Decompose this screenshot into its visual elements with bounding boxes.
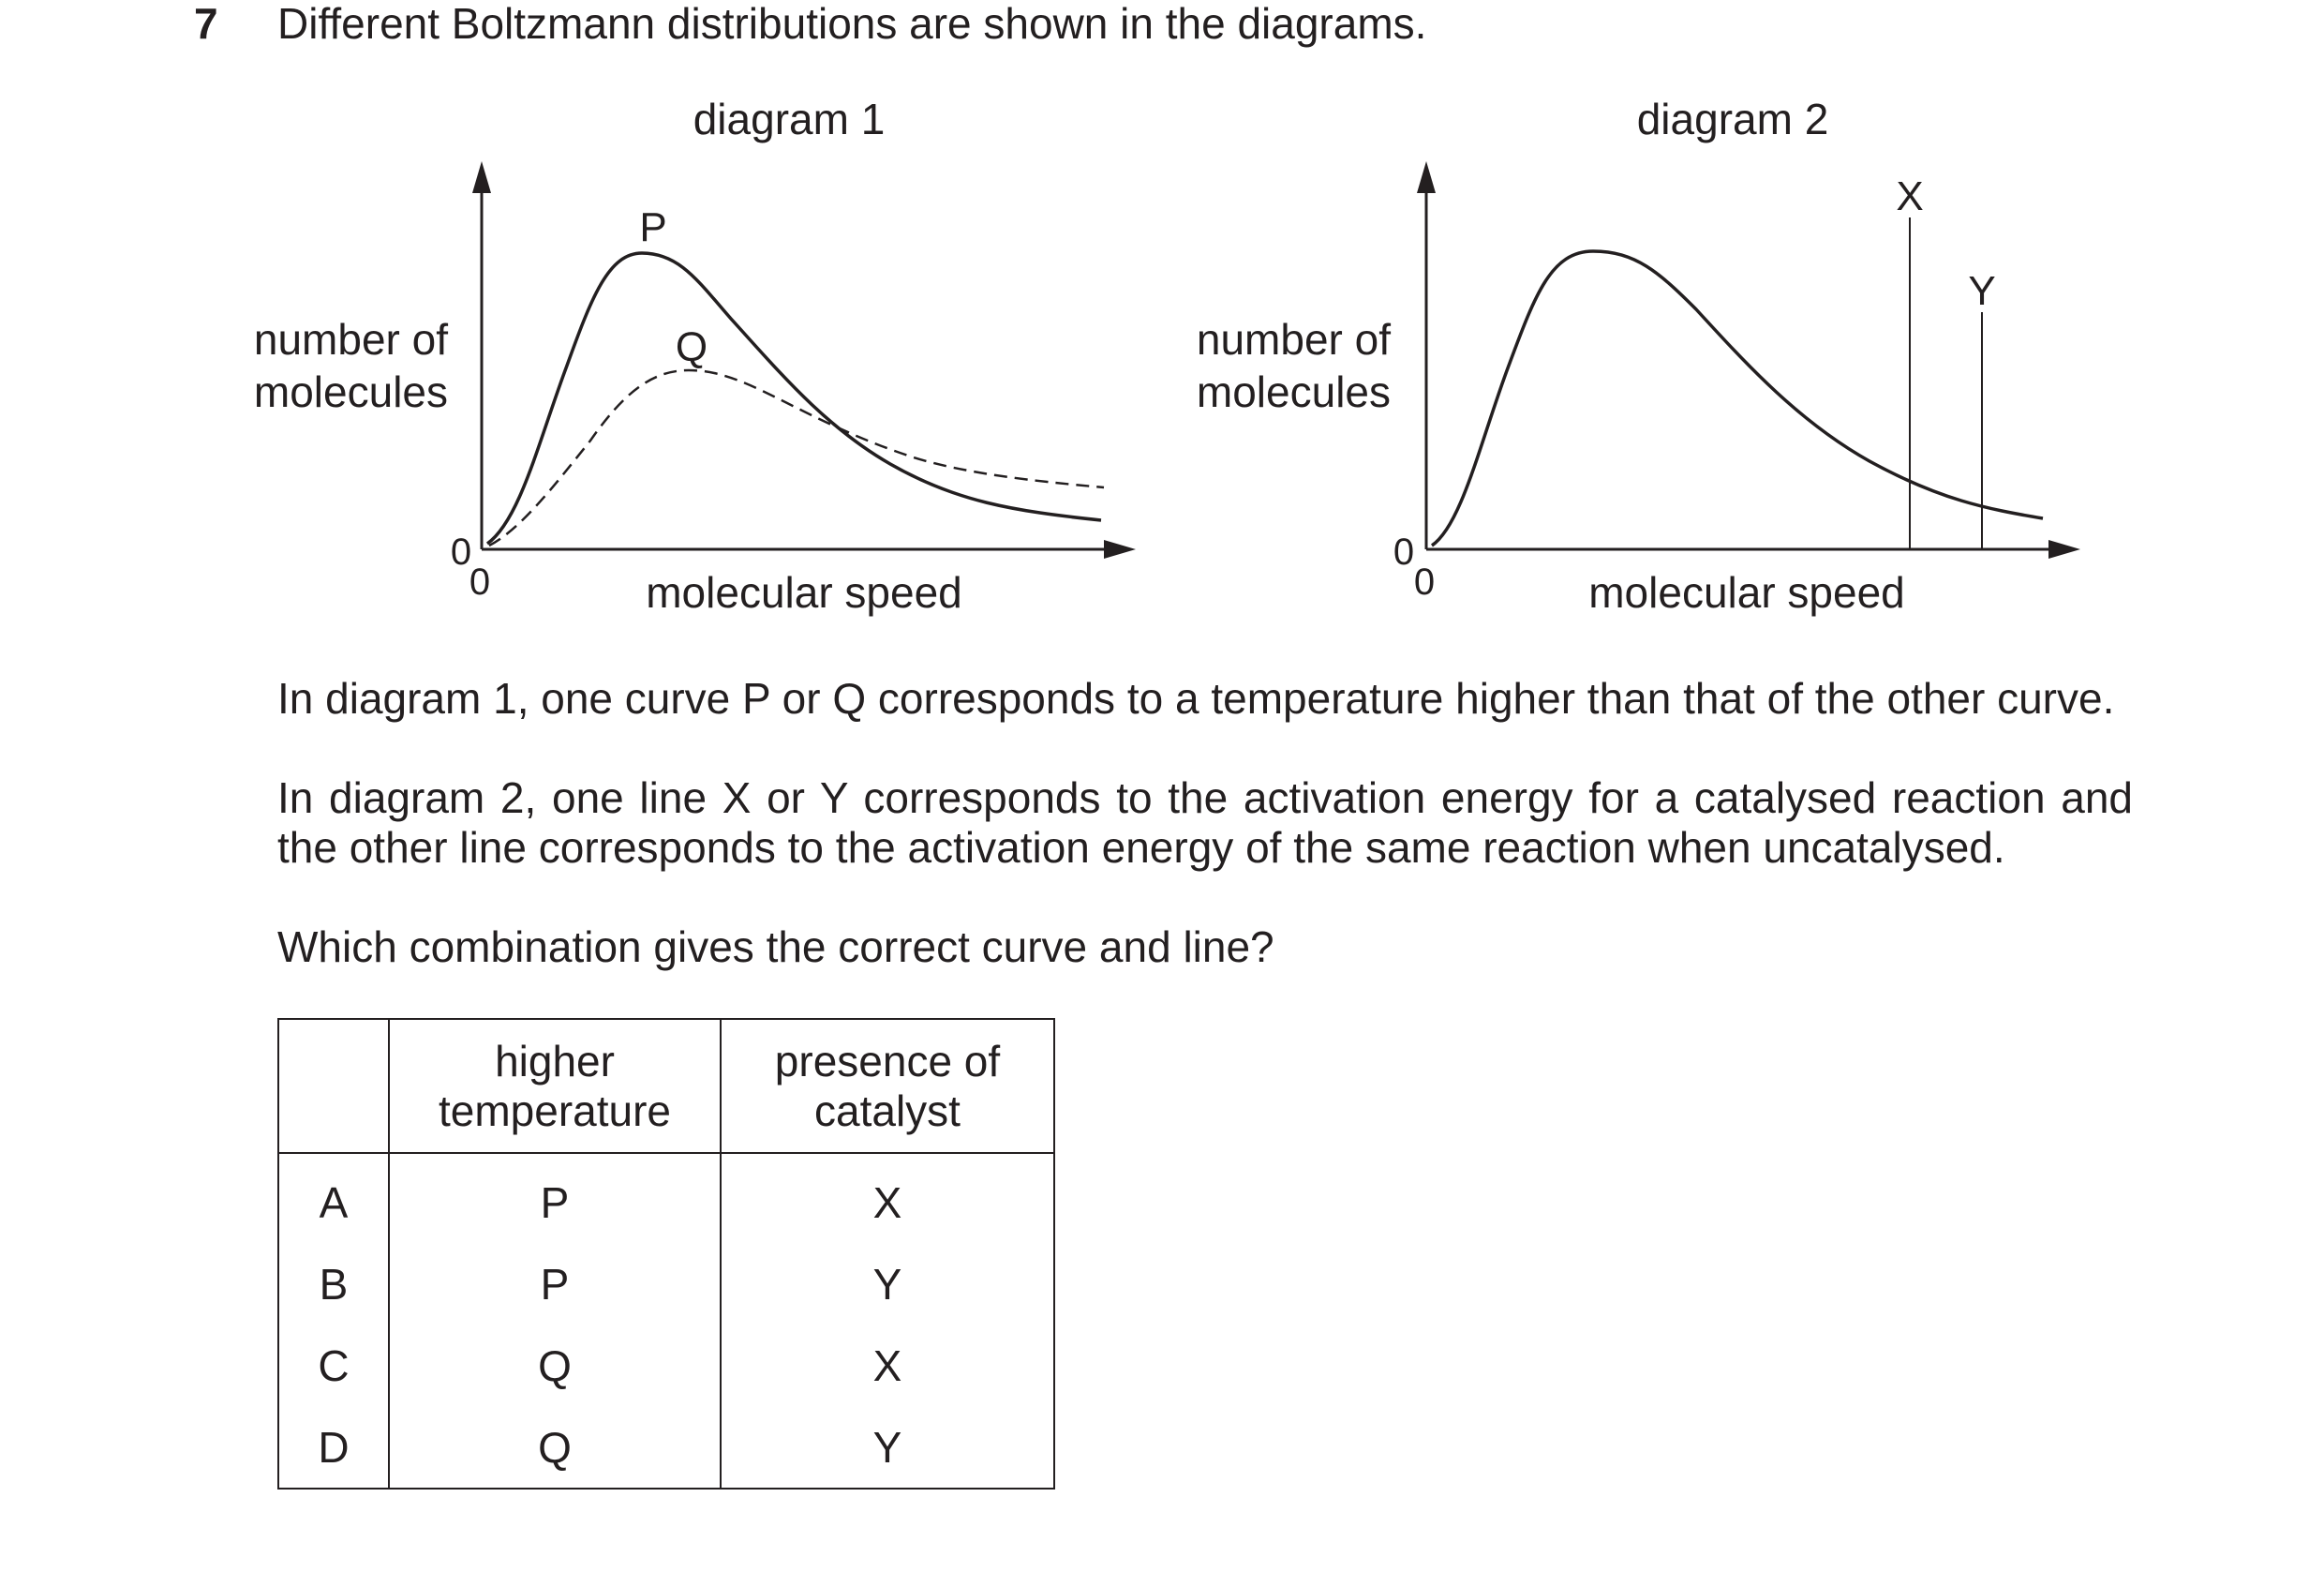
curve-q-label: Q <box>675 324 708 370</box>
option-letter: A <box>278 1153 389 1243</box>
line-x-label: X <box>1896 173 1924 219</box>
diagram-1-y-label-line1: number of <box>253 315 448 364</box>
paragraph-question: Which combination gives the correct curve and line? <box>277 922 1274 971</box>
options-table-header <box>278 1019 1054 1153</box>
diagram-2-title: diagram 2 <box>1636 95 1829 143</box>
curve-p <box>487 253 1101 544</box>
header-col2-line2: catalyst <box>814 1085 961 1135</box>
boltzmann-diagrams <box>0 0 2324 675</box>
diagram-1-origin-y: 0 <box>450 531 472 573</box>
option-row-c[interactable] <box>278 1325 1054 1406</box>
diagram-1-origin-x: 0 <box>469 561 491 603</box>
option-temperature: P <box>389 1243 721 1325</box>
option-catalyst: Y <box>721 1243 1054 1325</box>
header-presence-of-catalyst <box>721 1019 1054 1153</box>
diagram-2-y-arrowhead <box>1417 161 1436 193</box>
header-col1-line2: temperature <box>438 1085 671 1135</box>
option-letter: B <box>278 1243 389 1325</box>
diagram-1-y-arrowhead <box>472 161 491 193</box>
diagram-1-title: diagram 1 <box>693 95 886 143</box>
option-row-a[interactable] <box>278 1153 1054 1243</box>
diagram-1-x-label: molecular speed <box>646 568 962 617</box>
option-catalyst: X <box>721 1325 1054 1406</box>
option-catalyst: Y <box>721 1406 1054 1489</box>
diagram-2-x-arrowhead <box>2048 540 2080 559</box>
options-table <box>277 1018 1055 1490</box>
header-col1-line1: higher <box>495 1036 615 1085</box>
diagram-2-y-label-line1: number of <box>1196 315 1391 364</box>
paragraph-diagram-2: In diagram 2, one line X or Y corresponds to the activation energy for a catalysed reaction and the other line corresponds to the activation energy of the same reaction when uncatalysed. <box>277 773 2133 872</box>
header-blank <box>278 1019 389 1153</box>
option-row-b[interactable] <box>278 1243 1054 1325</box>
option-row-d[interactable] <box>278 1406 1054 1489</box>
diagram-1 <box>254 95 1136 617</box>
diagram-2-curve <box>1432 251 2043 546</box>
diagram-2-y-label-line2: molecules <box>1196 367 1391 416</box>
option-temperature: Q <box>389 1406 721 1489</box>
diagram-1-y-label-line2: molecules <box>253 367 448 416</box>
option-temperature: P <box>389 1153 721 1243</box>
diagram-2-origin-x: 0 <box>1413 561 1436 603</box>
diagram-2-x-label: molecular speed <box>1588 568 1905 617</box>
header-col2-line1: presence of <box>774 1036 1001 1085</box>
diagram-1-x-arrowhead <box>1104 540 1136 559</box>
option-letter: D <box>278 1406 389 1489</box>
curve-p-label: P <box>639 204 667 250</box>
header-higher-temperature <box>389 1019 721 1153</box>
option-catalyst: X <box>721 1153 1054 1243</box>
question-stem: Different Boltzmann distributions are shown in the diagrams. <box>277 0 1427 48</box>
option-letter: C <box>278 1325 389 1406</box>
diagram-2-origin-y: 0 <box>1393 531 1415 573</box>
line-y-label: Y <box>1968 268 1996 314</box>
diagram-2 <box>1197 95 2080 617</box>
question-number: 7 <box>194 0 218 48</box>
option-temperature: Q <box>389 1325 721 1406</box>
paragraph-diagram-1: In diagram 1, one curve P or Q corresponds to a temperature higher than that of the other curve. <box>277 674 2115 723</box>
curve-q <box>489 370 1104 546</box>
